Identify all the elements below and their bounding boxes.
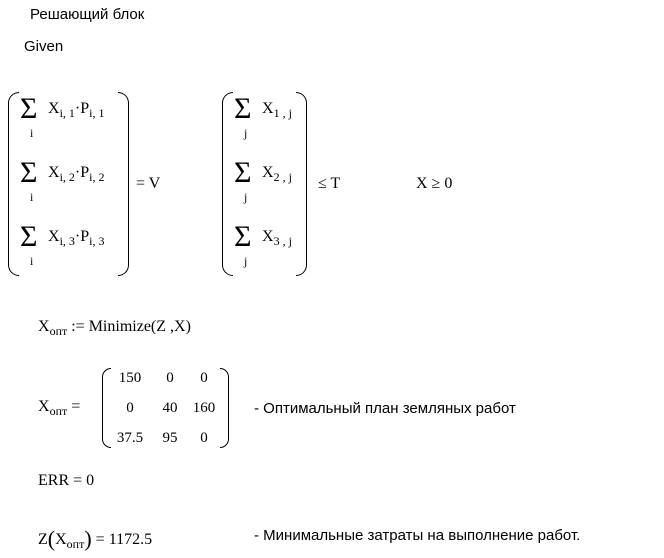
sum-symbol: Σ — [20, 92, 38, 125]
var-x: X — [48, 164, 60, 181]
var-x: X — [55, 531, 67, 548]
cost-value: = 1172.5 — [95, 531, 153, 548]
var-x-sub: 3 , j — [273, 234, 292, 249]
minimize-statement — [38, 318, 191, 339]
var-x: X — [38, 318, 50, 335]
sum-index: j — [244, 190, 248, 204]
var-x: X — [262, 228, 274, 245]
err-result: ERR = 0 — [38, 472, 95, 489]
right-vector-paren-open — [222, 92, 233, 276]
var-x-sub: 2 , j — [273, 170, 292, 185]
mult-dot: · — [74, 100, 81, 117]
given-keyword: Given — [24, 38, 64, 55]
var-p: P — [80, 100, 90, 117]
var-x: X — [262, 164, 274, 181]
matrix-cell: 160 — [192, 400, 216, 416]
cost-result: $Z(X_{опт}) = 1172.5$ — [38, 526, 153, 552]
mult-dot: · — [74, 228, 81, 245]
right-vector-paren-close — [296, 92, 307, 276]
matrix-cell: 95 — [162, 430, 178, 446]
sum-index: i — [30, 126, 34, 140]
result-lhs — [38, 398, 80, 419]
sum-symbol: Σ — [234, 220, 252, 253]
block-title: Решающий блок — [30, 6, 145, 23]
var-x-sub: i, 2 — [59, 170, 75, 185]
sum-symbol: Σ — [234, 156, 252, 189]
left-vector-paren-open — [8, 92, 19, 276]
sum-index: j — [244, 254, 248, 268]
matrix-cell: 40 — [162, 400, 178, 416]
var-x: X — [48, 100, 60, 117]
matrix-cell: 0 — [200, 430, 208, 446]
var-p: P — [80, 228, 90, 245]
sum-symbol: Σ — [234, 92, 252, 125]
right-rhs: ≤ T — [318, 175, 341, 192]
nonnegativity-constraint: X ≥ 0 — [416, 175, 453, 192]
left-rhs: = V — [136, 175, 161, 192]
matrix-cell: 0 — [200, 370, 208, 386]
var-x-sub: i, 1 — [59, 106, 75, 121]
sum-symbol: Σ — [20, 220, 38, 253]
minimize-expression: := Minimize(Z ,X) — [71, 318, 191, 335]
var-x-sub: опт — [49, 404, 68, 419]
var-x: X — [48, 228, 60, 245]
var-x-sub: 1 , j — [273, 106, 292, 121]
sum-index: j — [244, 126, 248, 140]
matrix-cell: 37.5 — [116, 430, 144, 446]
matrix-cell: 150 — [118, 370, 142, 386]
matrix-cell: 0 — [126, 400, 134, 416]
var-p: P — [80, 164, 90, 181]
var-x-sub: опт — [66, 537, 85, 552]
var-x: X — [38, 398, 50, 415]
var-p-sub: i, 2 — [89, 170, 105, 185]
sum-index: i — [30, 190, 34, 204]
var-p-sub: i, 1 — [89, 106, 105, 121]
sum-index: i — [30, 254, 34, 268]
left-vector-paren-close — [118, 92, 129, 276]
equals-sign: = — [71, 398, 81, 415]
var-p-sub: i, 3 — [89, 234, 105, 249]
var-x: X — [262, 100, 274, 117]
cost-comment: - Минимальные затраты на выполнение работ. — [254, 527, 581, 544]
function-z: Z — [38, 531, 48, 548]
matrix-cell: 0 — [166, 370, 174, 386]
sum-symbol: Σ — [20, 156, 38, 189]
mult-dot: · — [74, 164, 81, 181]
var-x-sub: опт — [49, 324, 68, 339]
plan-comment: - Оптимальный план земляных работ — [254, 400, 516, 417]
var-x-sub: i, 3 — [59, 234, 75, 249]
